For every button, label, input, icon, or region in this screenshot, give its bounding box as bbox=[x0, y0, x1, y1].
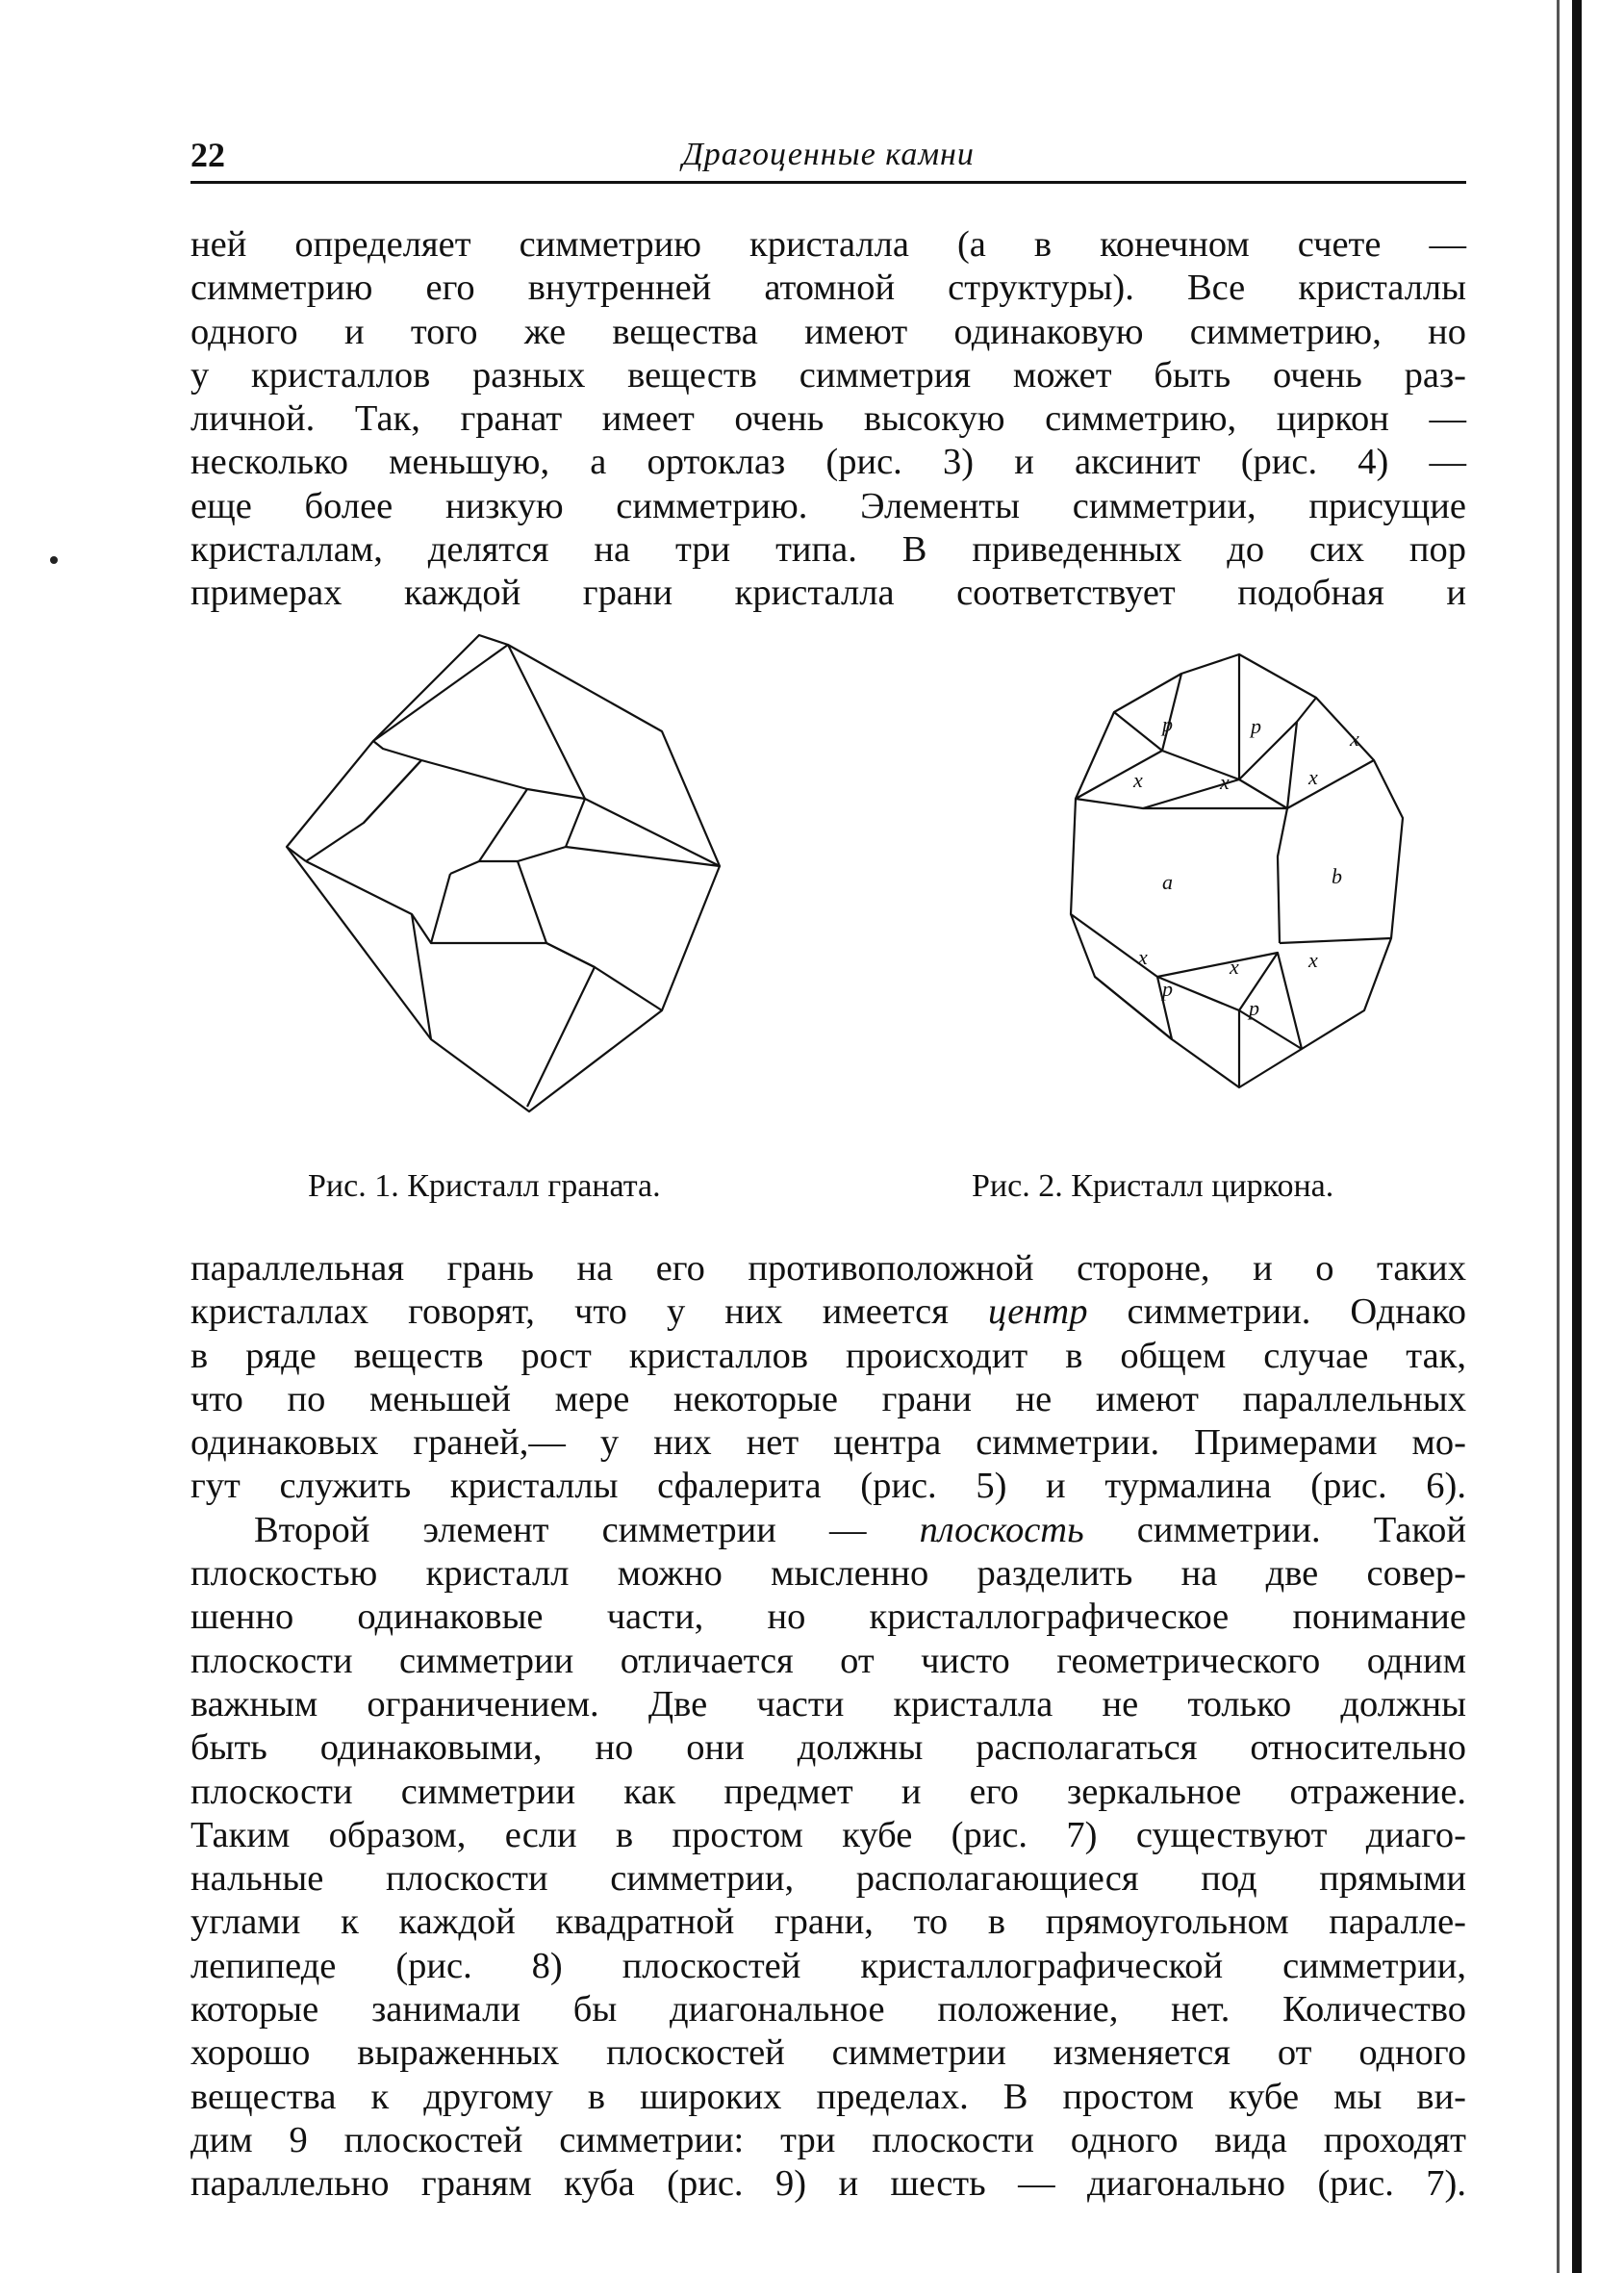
face-label-x: x bbox=[1133, 768, 1143, 792]
text-line: дим 9 плоскостей симметрии: три плоскости одного вида проходят bbox=[190, 2119, 1466, 2160]
text-line: хорошо выраженных плоскостей симметрии изменяется от одного bbox=[190, 2032, 1466, 2074]
figure-1-caption: Рис. 1. Кристалл граната. bbox=[308, 1168, 661, 1204]
text-line: плоскости симметрии отличается от чисто геометрического одним bbox=[190, 1640, 1466, 1681]
emphasis-term: плоскость bbox=[919, 1509, 1084, 1550]
face-label-p: p bbox=[1251, 714, 1261, 738]
text-line: ней определяет симметрию кристалла (а в конечном счете — bbox=[190, 224, 1466, 265]
text-line: кристаллам, делятся на три типа. В приведенных до сих пор bbox=[190, 529, 1466, 571]
text-line: одинаковых граней,— у них нет центра симметрии. Примерами мо- bbox=[190, 1422, 1466, 1464]
face-label-p: p bbox=[1162, 977, 1173, 1001]
text-line: быть одинаковыми, но они должны располагаться относительно bbox=[190, 1727, 1466, 1769]
text-line: симметрию его внутренней атомной структуры). Все кристаллы bbox=[190, 268, 1466, 309]
page-header bbox=[190, 135, 1466, 184]
text-line: примерах каждой грани кристалла соответствует подобная и bbox=[190, 573, 1466, 614]
paragraph-1 bbox=[190, 223, 1466, 616]
running-title: Драгоценные камни bbox=[682, 137, 975, 172]
emphasis-term: центр bbox=[988, 1291, 1088, 1333]
text-line: гут служить кристаллы сфалерита (рис. 5) и турмалина (рис. 6). bbox=[190, 1466, 1466, 1507]
text-line bbox=[190, 1290, 1466, 1334]
text-line: Таким образом, если в простом кубе (рис. 7) существуют диаго- bbox=[190, 1814, 1466, 1855]
text-line: плоскостью кристалл можно мысленно разделить на две совер- bbox=[190, 1553, 1466, 1595]
face-label-x: x bbox=[1308, 948, 1318, 972]
scan-border bbox=[1572, 0, 1582, 2273]
text-run: кристаллах говорят, что у них имеется bbox=[190, 1291, 988, 1333]
text-line: параллельная грань на его противоположной стороне, и о таких bbox=[190, 1248, 1466, 1289]
body-text bbox=[190, 1247, 1466, 2207]
text-line: нальные плоскости симметрии, располагающиеся под прямыми bbox=[190, 1858, 1466, 1900]
zircon-crystal-figure bbox=[1028, 635, 1432, 1116]
face-label-x: x bbox=[1308, 765, 1318, 789]
text-line bbox=[190, 1509, 1466, 1552]
text-line: в ряде веществ рост кристаллов происходит в общем случае так, bbox=[190, 1335, 1466, 1376]
scan-speck bbox=[50, 556, 58, 564]
text-line: плоскости симметрии как предмет и его зеркальное отражение. bbox=[190, 1771, 1466, 1812]
text-run: симметрии. Такой bbox=[1083, 1509, 1466, 1550]
text-line: шенно одинаковые части, но кристаллографическое понимание bbox=[190, 1596, 1466, 1638]
text-line: несколько меньшую, а ортоклаз (рис. 3) и аксинит (рис. 4) — bbox=[190, 442, 1466, 483]
text-run: Второй элемент симметрии — bbox=[254, 1509, 920, 1550]
text-line: одного и того же вещества имеют одинаковую симметрию, но bbox=[190, 311, 1466, 352]
text-line: параллельно граням куба (рис. 9) и шесть — диагонально (рис. 7). bbox=[190, 2163, 1466, 2205]
text-line: которые занимали бы диагональное положение, нет. Количество bbox=[190, 1989, 1466, 2030]
face-label-x: x bbox=[1220, 770, 1230, 794]
face-label-b: b bbox=[1332, 864, 1342, 888]
text-run: симметрии. Однако bbox=[1087, 1291, 1466, 1333]
text-line: лепипеде (рис. 8) плоскостей кристаллографической симметрии, bbox=[190, 1945, 1466, 1986]
text-line: личной. Так, гранат имеет очень высокую симметрию, циркон — bbox=[190, 398, 1466, 440]
text-line: еще более низкую симметрию. Элементы симметрии, присущие bbox=[190, 485, 1466, 526]
text-line: вещества к другому в широких пределах. В простом кубе мы ви- bbox=[190, 2076, 1466, 2117]
figure-2-caption: Рис. 2. Кристалл циркона. bbox=[972, 1168, 1334, 1204]
face-label-p: p bbox=[1249, 996, 1259, 1020]
face-label-x: x bbox=[1350, 727, 1359, 751]
text-line: важным ограничением. Две части кристалла не только должны bbox=[190, 1683, 1466, 1724]
figures-row bbox=[190, 626, 1466, 1164]
text-line: углами к каждой квадратной грани, то в прямоугольном паралле- bbox=[190, 1902, 1466, 1943]
text-line: у кристаллов разных веществ симметрия может быть очень раз- bbox=[190, 354, 1466, 396]
face-label-x: x bbox=[1138, 945, 1148, 969]
garnet-crystal-figure bbox=[277, 626, 758, 1126]
text-line: что по меньшей мере некоторые грани не имеют параллельных bbox=[190, 1378, 1466, 1419]
face-label-a: a bbox=[1162, 870, 1173, 894]
face-label-p: p bbox=[1162, 712, 1173, 736]
face-label-x: x bbox=[1230, 955, 1239, 979]
page-number: 22 bbox=[190, 136, 225, 174]
page-edge-shadow bbox=[1557, 0, 1560, 2273]
